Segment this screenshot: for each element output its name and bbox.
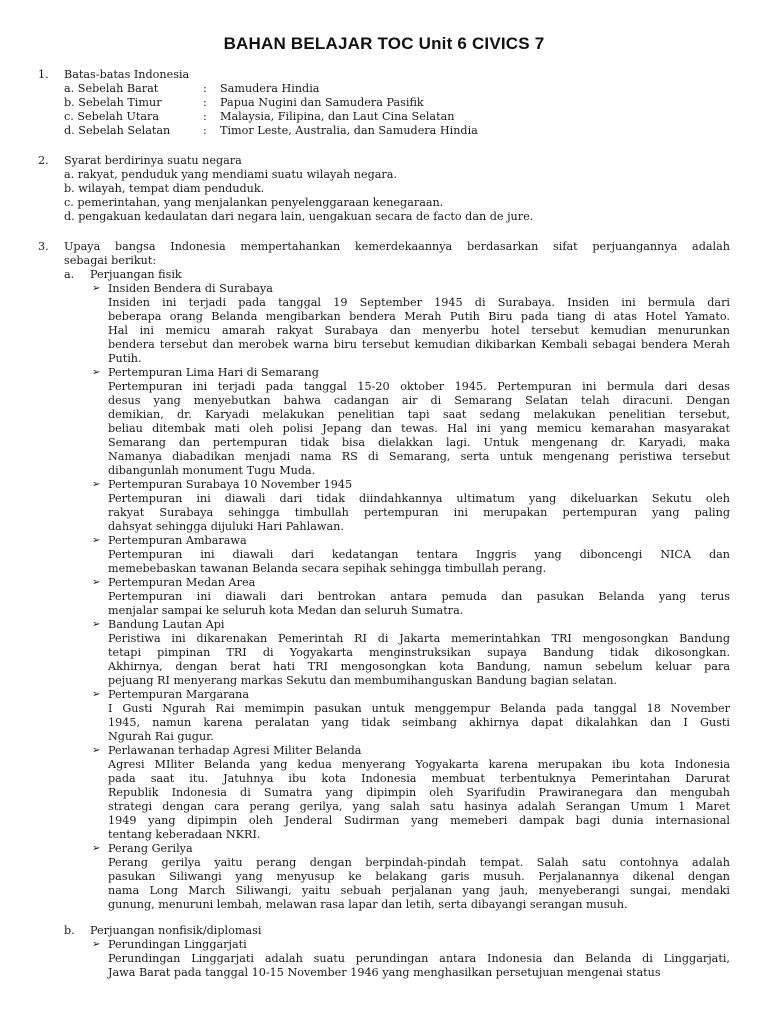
event-description-line: I Gusti Ngurah Rai memimpin pasukan untuk menggempur Belanda pada tanggal 18 November bbox=[108, 702, 730, 715]
event-title: Bandung Lautan Api bbox=[108, 618, 225, 631]
arrow-bullet-icon: ➢ bbox=[92, 939, 101, 950]
event-description-line: dibangunlah monument Tugu Muda. bbox=[108, 464, 316, 477]
event-description-line: Insiden ini terjadi pada tanggal 19 September 1945 di Surabaya. Insiden ini bermula dari bbox=[108, 296, 730, 309]
event-description-line: Jawa Barat pada tanggal 10-15 November 1946 yang menghasilkan persetujuan mengenai status bbox=[108, 966, 661, 979]
event-title: Pertempuran Medan Area bbox=[108, 576, 256, 589]
event-description-line: Hal ini memicu amarah rakyat Surabaya dan menyerbu hotel tersebut kemudian menurunkan bbox=[108, 324, 730, 337]
requirement-item: c. pemerintahan, yang menjalankan penyelenggaraan kenegaraan. bbox=[64, 196, 444, 209]
colon-separator: : bbox=[203, 96, 207, 109]
event-description-line: Akhirnya, dengan berat hati TRI mengosongkan kota Bandung, namun sebelum keluar para bbox=[108, 660, 730, 673]
requirement-item: a. rakyat, penduduk yang mendiami suatu wilayah negara. bbox=[64, 168, 397, 181]
event-description-line: gunung, menuruni lembah, melawan rasa lapar dan letih, serta dibayangi serangan musuh. bbox=[108, 898, 628, 911]
event-description-line: beliau ditembak mati oleh polisi Jepang dan tewas. Hal ini yang memicu kemarahan masyarakat bbox=[108, 422, 730, 435]
arrow-bullet-icon: ➢ bbox=[92, 843, 101, 854]
arrow-bullet-icon: ➢ bbox=[92, 283, 101, 294]
event-description-line: strategi dengan cara perang gerilya, yang salah satu hasinya adalah Serangan Umum 1 Maret bbox=[108, 800, 730, 813]
event-title: Insiden Bendera di Surabaya bbox=[108, 282, 273, 295]
subsection-a-heading: Perjuangan fisik bbox=[90, 268, 182, 281]
section-1-heading: Batas-batas Indonesia bbox=[64, 68, 190, 81]
border-direction-label: d. Sebelah Selatan bbox=[64, 124, 171, 137]
subsection-b-heading: Perjuangan nonfisik/diplomasi bbox=[90, 924, 262, 937]
page-title: BAHAN BELAJAR TOC Unit 6 CIVICS 7 bbox=[223, 34, 545, 53]
event-description-line: pada saat itu. Jatuhnya ibu kota Indonesia membuat terbentuknya Pemerintahan Darurat bbox=[108, 772, 730, 785]
event-description-line: rakyat Surabaya sehingga timbullah pertempuran ini merupakan pertempuran yang paling bbox=[108, 506, 730, 519]
border-direction-label: a. Sebelah Barat bbox=[64, 82, 159, 95]
event-description-line: memebebaskan tawanan Belanda secara sepihak sehingga timbullah perang. bbox=[108, 562, 547, 575]
border-direction-value: Timor Leste, Australia, dan Samudera Hindia bbox=[220, 124, 478, 137]
colon-separator: : bbox=[203, 82, 207, 95]
event-description-line: menjalar sampai ke seluruh kota Medan dan seluruh Sumatra. bbox=[108, 604, 464, 617]
arrow-bullet-icon: ➢ bbox=[92, 535, 101, 546]
subsection-a-label: a. bbox=[64, 268, 75, 281]
section-3-intro-line: sebagai berikut: bbox=[64, 254, 157, 267]
arrow-bullet-icon: ➢ bbox=[92, 479, 101, 490]
event-description-line: Pertempuran ini terjadi pada tanggal 15-20 oktober 1945. Pertempuran ini bermula dari desas bbox=[108, 380, 730, 393]
event-description-line: 1945, namun karena peralatan yang tidak seimbang akhirnya dapat dikalahkan dan I Gusti bbox=[108, 716, 730, 729]
event-description-line: 1949 yang dipimpin oleh Jenderal Sudirman yang memeberi dampak bagi dunia internasional bbox=[108, 814, 730, 827]
requirement-item: d. pengakuan kedaulatan dari negara lain, uengakuan secara de facto dan de jure. bbox=[64, 210, 534, 223]
event-description-line: dahsyat sehingga dijuluki Hari Pahlawan. bbox=[108, 520, 344, 533]
event-title: Perang Gerilya bbox=[108, 842, 193, 855]
event-description-line: Agresi MIliter Belanda yang kedua menyerang Yogyakarta karena merupakan ibu kota Indonesia bbox=[108, 758, 730, 771]
event-description-line: demikian, dr. Karyadi melakukan penelitian tapi saat sedang melakukan penelitian tersebut, bbox=[108, 408, 730, 421]
event-description-line: Peristiwa ini dikarenakan Pemerintah RI di Jakarta memerintahkan TRI mengosongkan Bandung bbox=[108, 632, 730, 645]
section-2-heading: Syarat berdirinya suatu negara bbox=[64, 154, 242, 167]
event-description-line: Perang gerilya yaitu perang dengan berpindah-pindah tempat. Salah satu contohnya adalah bbox=[108, 856, 730, 869]
event-description-line: bendera tersebut dan merobek warna biru tersebut kemudian dikibarkan Kembali sebagai bendera Merah bbox=[108, 338, 730, 351]
event-title: Pertempuran Ambarawa bbox=[108, 534, 247, 547]
event-description-line: Republik Indonesia di Sumatra yang dipimpin oleh Syarifudin Prawiranegara dan mengubah bbox=[108, 786, 730, 799]
event-description-line: Namanya diabadikan menjadi nama RS di Semarang, serta untuk mengenang peristiwa tersebut bbox=[108, 450, 730, 463]
event-description-line: pejuang RI menyerang markas Sekutu dan membumihanguskan Bandung bagian selatan. bbox=[108, 674, 617, 687]
arrow-bullet-icon: ➢ bbox=[92, 577, 101, 588]
event-title: Pertempuran Surabaya 10 November 1945 bbox=[108, 478, 353, 491]
event-description-line: Pertempuran ini diawali dari bentrokan antara pemuda dan pasukan Belanda yang terus bbox=[108, 590, 730, 603]
event-description-line: Putih. bbox=[108, 352, 142, 365]
arrow-bullet-icon: ➢ bbox=[92, 689, 101, 700]
event-description-line: tetapi pimpinan TRI di Yogyakarta menginstruksikan supaya Bandung tidak dikosongkan. bbox=[108, 646, 730, 659]
event-description-line: Pertempuran ini diawali dari kedatangan tentara Inggris yang diboncengi NICA dan bbox=[108, 548, 730, 561]
border-direction-value: Malaysia, Filipina, dan Laut Cina Selatan bbox=[220, 110, 455, 123]
section-3-intro-line: Upaya bangsa Indonesia mempertahankan kemerdekaannya berdasarkan sifat perjuangannya adalah bbox=[64, 240, 730, 253]
event-description-line: Ngurah Rai gugur. bbox=[108, 730, 214, 743]
event-description-line: Pertempuran ini diawali dari tidak diindahkannya ultimatum yang dikeluarkan Sekutu oleh bbox=[108, 492, 730, 505]
section-2-number: 2. bbox=[38, 154, 49, 167]
colon-separator: : bbox=[203, 124, 207, 137]
arrow-bullet-icon: ➢ bbox=[92, 619, 101, 630]
event-description-line: nama Long March Siliwangi, yaitu sebuah perjalanan yang jauh, menyeberangi sungai, mendaki bbox=[108, 884, 730, 897]
event-description-line: beberapa orang Belanda mengibarkan bendera Merah Putih Biru pada tiang di atas Hotel Yamato. bbox=[108, 310, 730, 323]
section-3-number: 3. bbox=[38, 240, 49, 253]
event-description-line: pasukan Siliwangi yang menyusup ke belakang garis musuh. Perjalanannya dikenal dengan bbox=[108, 870, 730, 883]
arrow-bullet-icon: ➢ bbox=[92, 745, 101, 756]
event-title: Perundingan Linggarjati bbox=[108, 938, 247, 951]
colon-separator: : bbox=[203, 110, 207, 123]
event-description-line: tentang keberadaan NKRI. bbox=[108, 828, 261, 841]
event-description-line: Semarang dan pertempuran tidak bisa dielakkan lagi. Untuk mengenang dr. Karyadi, maka bbox=[108, 436, 730, 449]
event-title: Pertempuran Lima Hari di Semarang bbox=[108, 366, 319, 379]
event-description-line: Perundingan Linggarjati adalah suatu perundingan antara Indonesia dan Belanda di Linggarjati, bbox=[108, 952, 730, 965]
section-1-number: 1. bbox=[38, 68, 49, 81]
event-description-line: desus yang menyebutkan bahwa cadangan air di Semarang Selatan telah diracuni. Dengan bbox=[108, 394, 730, 407]
border-direction-value: Samudera Hindia bbox=[220, 82, 320, 95]
arrow-bullet-icon: ➢ bbox=[92, 367, 101, 378]
event-title: Perlawanan terhadap Agresi Militer Belanda bbox=[108, 744, 362, 757]
border-direction-value: Papua Nugini dan Samudera Pasifik bbox=[220, 96, 424, 109]
subsection-b-label: b. bbox=[64, 924, 75, 937]
border-direction-label: c. Sebelah Utara bbox=[64, 110, 160, 123]
border-direction-label: b. Sebelah Timur bbox=[64, 96, 162, 109]
event-title: Pertempuran Margarana bbox=[108, 688, 250, 701]
requirement-item: b. wilayah, tempat diam penduduk. bbox=[64, 182, 265, 195]
